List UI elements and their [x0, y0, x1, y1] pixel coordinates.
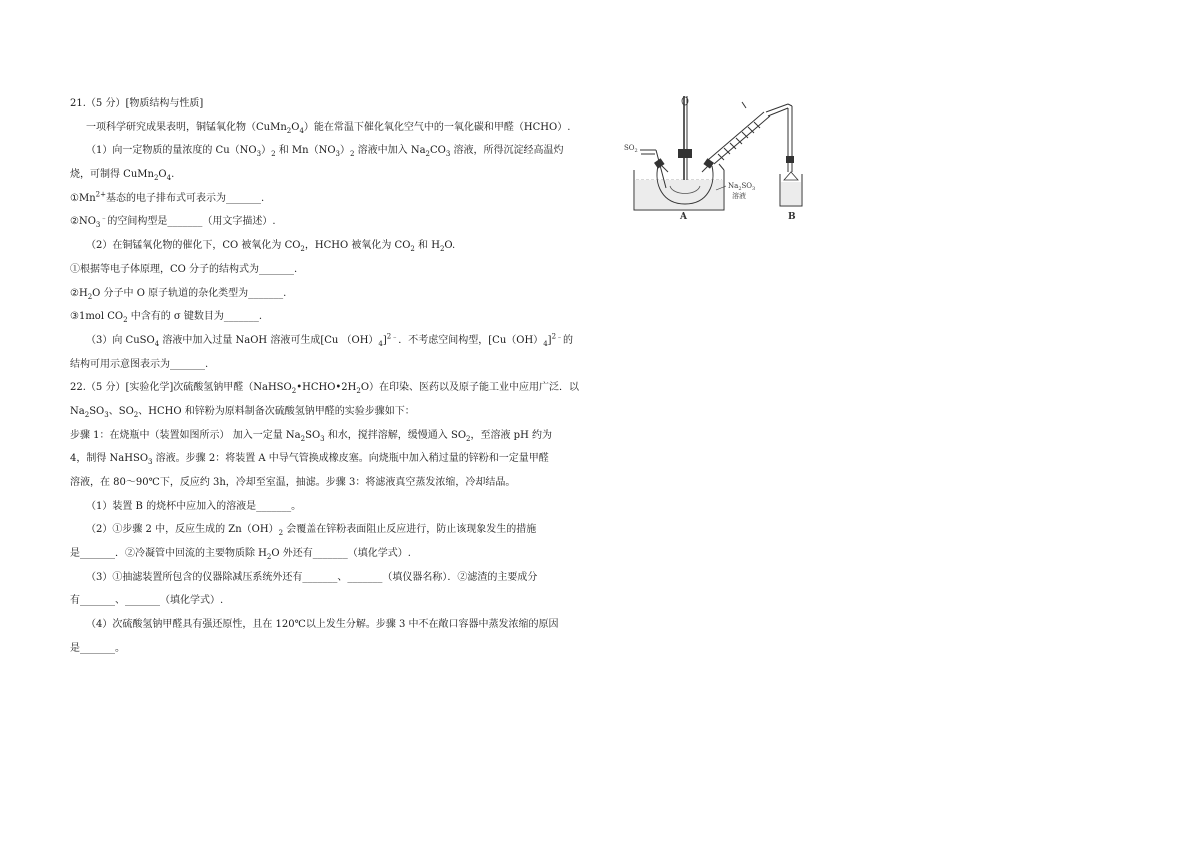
solution-label: 溶液: [732, 192, 746, 200]
label-a: A: [680, 212, 687, 222]
q22-part2-line2: 是_______．②冷凝管中回流的主要物质除 $H_2O$ 外还有_______（填化学式）.: [70, 548, 411, 562]
q22-materials: $Na_2SO_3$、$SO_2$、HCHO 和锌粉为原料制备次硫酸氢钠甲醛的实验步骤如下：: [70, 405, 415, 419]
q21-part1-sub1: $①Mn^{2+}$基态的电子排布式可表示为_______.: [70, 190, 265, 204]
q22-step3: 溶液，在 80～90℃下，反应约 3h，冷却至室温，抽滤。步骤 3：将滤液真空蒸发浓缩，冷却结晶。: [70, 477, 516, 488]
q21-part1-line2: 烧，可制得 $CuMn_2O_4$.: [70, 169, 175, 183]
q22-part4-line2: 是_______。: [70, 642, 125, 654]
so2-label: $SO_2$: [624, 144, 638, 154]
apparatus-figure: [618, 92, 818, 222]
q21-part2-sub3: ③1mol $CO_2$ 中含有的 σ 键数目为_______.: [70, 311, 263, 325]
q21-part3-line1: （3）向 CuSO$_4$ 溶液中加入过量 NaOH 溶液可生成[Cu $(OH)_4]^{2﹣}$．不考虑空间构型，$[Cu(OH)_4]^{2﹣}$的: [86, 332, 574, 348]
beaker-b: [780, 172, 802, 206]
q22-part4-line1: （4）次硫酸氢钠甲醛具有强还原性，且在 120℃以上发生分解。步骤 3 中不在敞口容器中蒸发浓缩的原因: [86, 619, 559, 631]
na2so3-label: $Na_2SO_3$: [728, 182, 756, 192]
stirrer-rod: [682, 96, 688, 182]
q21-part1-line1: （1）向一定物质的量浓度的 $Cu(NO_3)_2$ 和 $Mn(NO_3)_2$ 溶液中加入 $Na_2CO_3$ 溶液，所得沉淀经高温灼: [86, 145, 564, 159]
q21-part2: （2）在铜锰氧化物的催化下，CO 被氧化为 $CO_2$，HCHO 被氧化为 $CO_2$ 和 $H_2O$.: [86, 240, 456, 254]
q21-part2-sub2: $②H_2O$ 分子中 O 原子轨道的杂化类型为_______.: [70, 287, 287, 301]
q21-part1-sub2: $②NO_3^﹣$的空间构型是_______（用文字描述）.: [70, 214, 276, 230]
q22-heading: 22.（5 分）[实验化学]次硫酸氢钠甲醛$(NaHSO_2•HCHO•2H_2O)$在印染、医药以及原子能工业中应用广泛．以: [70, 382, 580, 396]
question-column: [70, 92, 605, 661]
q22-part1: （1）装置 B 的烧杯中应加入的溶液是_______。: [86, 500, 302, 512]
label-b: B: [788, 212, 796, 222]
q22-part2-line1: （2）①步骤 2 中，反应生成的 $Zn(OH)_2$ 会覆盖在锌粉表面阻止反应进行，防止该现象发生的措施: [86, 524, 537, 538]
q22-part3-line1: （3）①抽滤装置所包含的仪器除减压系统外还有_______、_______（填仪器名称）．②滤渣的主要成分: [86, 571, 538, 583]
outlet-clamp: [786, 156, 794, 163]
q22-part3-line2: 有_______、_______（填化学式）.: [70, 595, 224, 607]
q21-intro: 一项科学研究成果表明，铜锰氧化物$(CuMn_2O_4)$能在常温下催化氧化空气中的一氧化碳和甲醛（HCHO）.: [86, 121, 571, 135]
center-stopper: [678, 149, 692, 158]
condenser: [708, 102, 770, 170]
q21-heading: 21.（5 分）[物质结构与性质]: [70, 98, 204, 109]
q21-part3-line2: 结构可用示意图表示为_______.: [70, 358, 209, 370]
q21-part2-sub1: ①根据等电子体原理，CO 分子的结构式为_______.: [70, 263, 298, 275]
q22-step1: 步骤 1：在烧瓶中（装置如图所示） 加入一定量 $Na_2SO_3$ 和水，搅拌溶解，缓慢通入 $SO_2$，至溶液 pH 约为: [70, 429, 552, 443]
q22-step2: 4，制得 NaHSO$_3$ 溶液。步骤 2：将装置 A 中导气管换成橡皮塞。向烧瓶中加入稍过量的锌粉和一定量甲醛: [70, 453, 549, 467]
